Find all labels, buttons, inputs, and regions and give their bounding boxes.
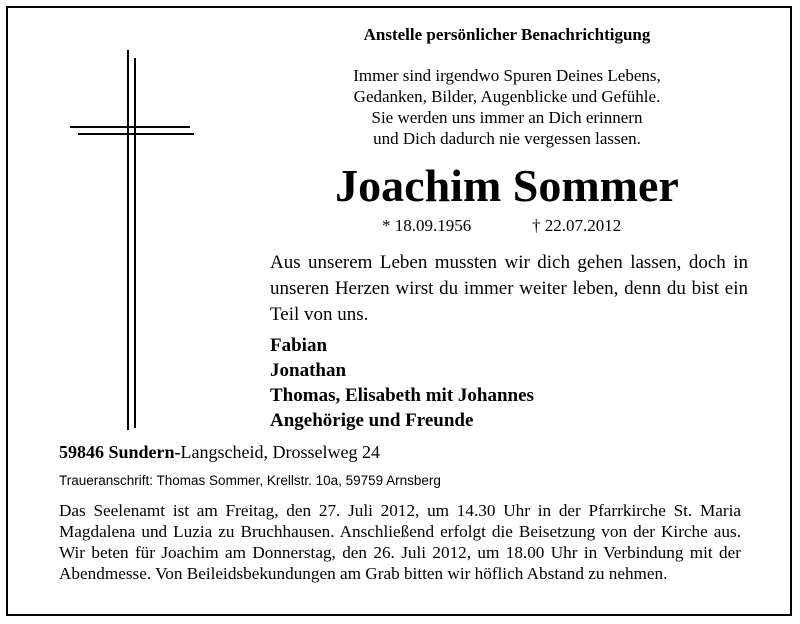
mourner-entry: Fabian xyxy=(270,335,328,356)
deceased-name: Joachim Sommer xyxy=(335,160,679,211)
mailing-address: Traueranschrift: Thomas Sommer, Krellstr. 10a, 59759 Arnsberg xyxy=(59,473,441,488)
verse-line: und Dich dadurch nie vergessen lassen. xyxy=(373,129,641,148)
memorial-verse xyxy=(270,65,744,149)
verse-line: Immer sind irgendwo Spuren Deines Lebens, xyxy=(353,66,661,85)
mourners-list xyxy=(270,333,750,433)
verse-line: Gedanken, Bilder, Augenblicke und Gefühle. xyxy=(353,87,661,106)
mourner-entry: Thomas, Elisabeth mit Johannes xyxy=(270,385,534,406)
notice-header: Anstelle persönlicher Benachrichtigung xyxy=(363,25,651,44)
farewell-message: Aus unserem Leben mussten wir dich gehen lassen, doch in unseren Herzen wirst du immer weiter leben, denn du bist ein Teil von uns. xyxy=(270,252,748,325)
address-street: Langscheid, Drosselweg 24 xyxy=(180,442,380,462)
mourner-entry: Angehörige und Freunde xyxy=(270,410,474,431)
family-address xyxy=(59,441,759,463)
cross-icon xyxy=(70,50,194,430)
verse-line: Sie werden uns immer an Dich erinnern xyxy=(371,108,643,127)
birth-date: * 18.09.1956 xyxy=(382,216,472,235)
service-details: Das Seelenamt ist am Freitag, den 27. Juli 2012, um 14.30 Uhr in der Pfarrkirche St. Maria Magdalena und Luzia zu Bruchhausen. Anschließend erfolgt die Beisetzung von der Kirche aus. Wir beten für Joachim am Donnerstag, den 26. Juli 2012, um 18.00 Uhr in Verbindung mit der Abendmesse. Von Beileidsbekundungen am Grab bitten wir höflich Abstand zu nehmen. xyxy=(59,501,741,583)
death-date: † 22.07.2012 xyxy=(532,216,622,235)
address-city: 59846 Sundern- xyxy=(59,442,181,462)
mourner-entry: Jonathan xyxy=(270,360,347,381)
